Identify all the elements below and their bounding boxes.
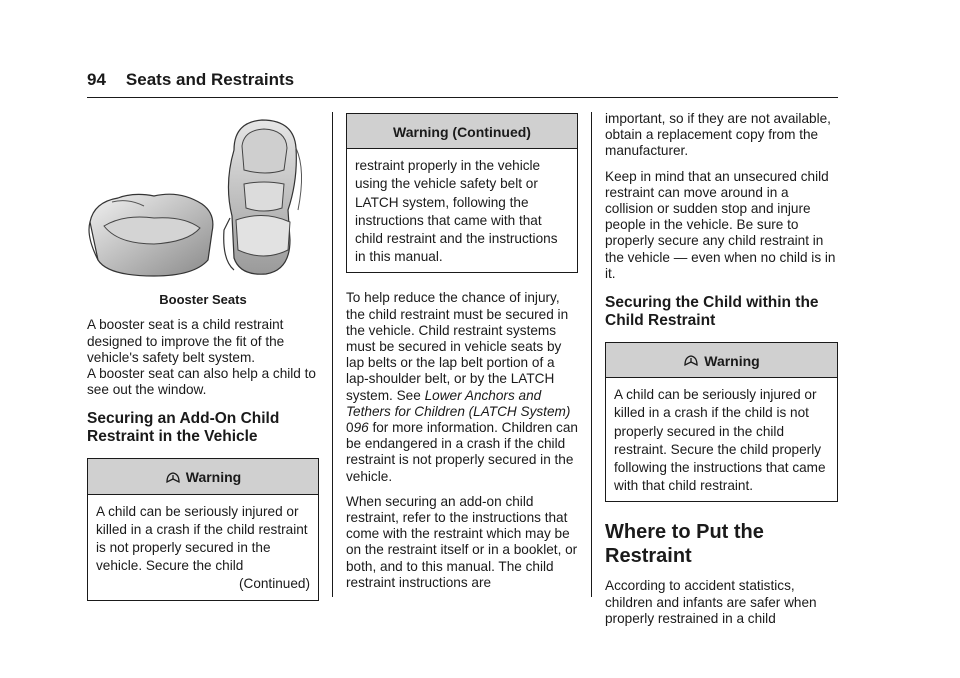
backless-booster-icon — [89, 194, 213, 276]
warning-header — [88, 459, 318, 494]
securing-child-heading: Securing the Child within the Child Restraint — [605, 294, 819, 330]
warning-box-2 — [605, 342, 838, 502]
warning-title: Warning — [185, 469, 242, 486]
column-divider-1 — [332, 112, 333, 597]
warning-symbol-icon — [683, 353, 699, 369]
warning-text: A child can be seriously injured or killed in a crash if the child is not properly secured in the child restraint. Secure the child properly following the instructions that came with that child restraint. — [614, 387, 826, 494]
warning-body — [606, 378, 837, 501]
warning-title: Warning — [704, 353, 760, 370]
warning-symbol-icon — [165, 470, 181, 486]
header-rule — [87, 97, 838, 98]
secure-restraint-text: To help reduce the chance of injury, the child restraint must be secured in the vehicle. Child restraint systems must be secured in vehicle seats by lap belts or the lap belt portion of a lap-shoulder belt, or by the LATCH system. See Lower Anchors and Tethers for Children (LATCH System) 096 for more information. Children can be endangered in a crash if the child restraint is not properly secured in the vehicle. — [346, 290, 578, 484]
booster-definition-text: A booster seat is a child restraint designed to improve the fit of the vehicle's safety belt system. — [87, 317, 285, 365]
warning-title: Warning (Continued) — [393, 124, 531, 140]
where-to-put-heading: Where to Put the Restraint — [605, 521, 764, 568]
page-ref-arrow-icon: 0 — [346, 420, 354, 436]
replacement-copy-text: important, so if they are not available, obtain a replacement copy from the manufacturer. — [605, 111, 831, 159]
warning-continued: (Continued) — [238, 576, 310, 592]
column-3 — [605, 111, 838, 636]
high-back-booster-icon — [224, 120, 302, 274]
page-ref[interactable]: 96 — [353, 420, 369, 436]
figure-caption: Booster Seats — [159, 292, 247, 308]
column-2 — [346, 113, 578, 600]
securing-addon-heading: Securing an Add-On Child Restraint in the Vehicle — [87, 410, 280, 446]
section-title: Seats and Restraints — [125, 70, 295, 89]
column-divider-2 — [591, 112, 592, 597]
instructions-text: When securing an add-on child restraint, refer to the instructions that come with the restraint which may be on the restraint itself or in a booklet, or both, and to this manual. The child restraint instructions are — [346, 493, 578, 590]
warning-box-1 — [87, 458, 319, 600]
column-1 — [87, 110, 319, 613]
booster-seats-illustration — [84, 110, 316, 278]
warning-body — [347, 149, 577, 272]
warning-box-continued — [346, 113, 578, 273]
warning-header — [606, 343, 837, 378]
latch-link[interactable]: Lower Anchors and Tethers for Children (LATCH System) — [346, 387, 571, 419]
accident-statistics-text: According to accident statistics, children and infants are safer when properly restrained in a child — [605, 578, 817, 626]
warning-body — [88, 495, 318, 600]
page-header — [87, 70, 294, 90]
unsecured-restraint-text: Keep in mind that an unsecured child restraint can move around in a collision or sudden stop and injure people in the vehicle. Be sure to properly secure any child restraint in the vehicle — even when no child is in it. — [605, 168, 836, 281]
warning-header — [347, 114, 577, 149]
booster-window-text: A booster seat can also help a child to see out the window. — [87, 366, 316, 398]
page-number: 94 — [87, 70, 106, 89]
warning-text: A child can be seriously injured or killed in a crash if the child restraint is not properly secured in the vehicle. Secure the child — [96, 503, 308, 574]
warning-text: restraint properly in the vehicle using the vehicle safety belt or LATCH system, following the instructions that came with that child restraint and the instructions in this manual. — [355, 158, 558, 265]
